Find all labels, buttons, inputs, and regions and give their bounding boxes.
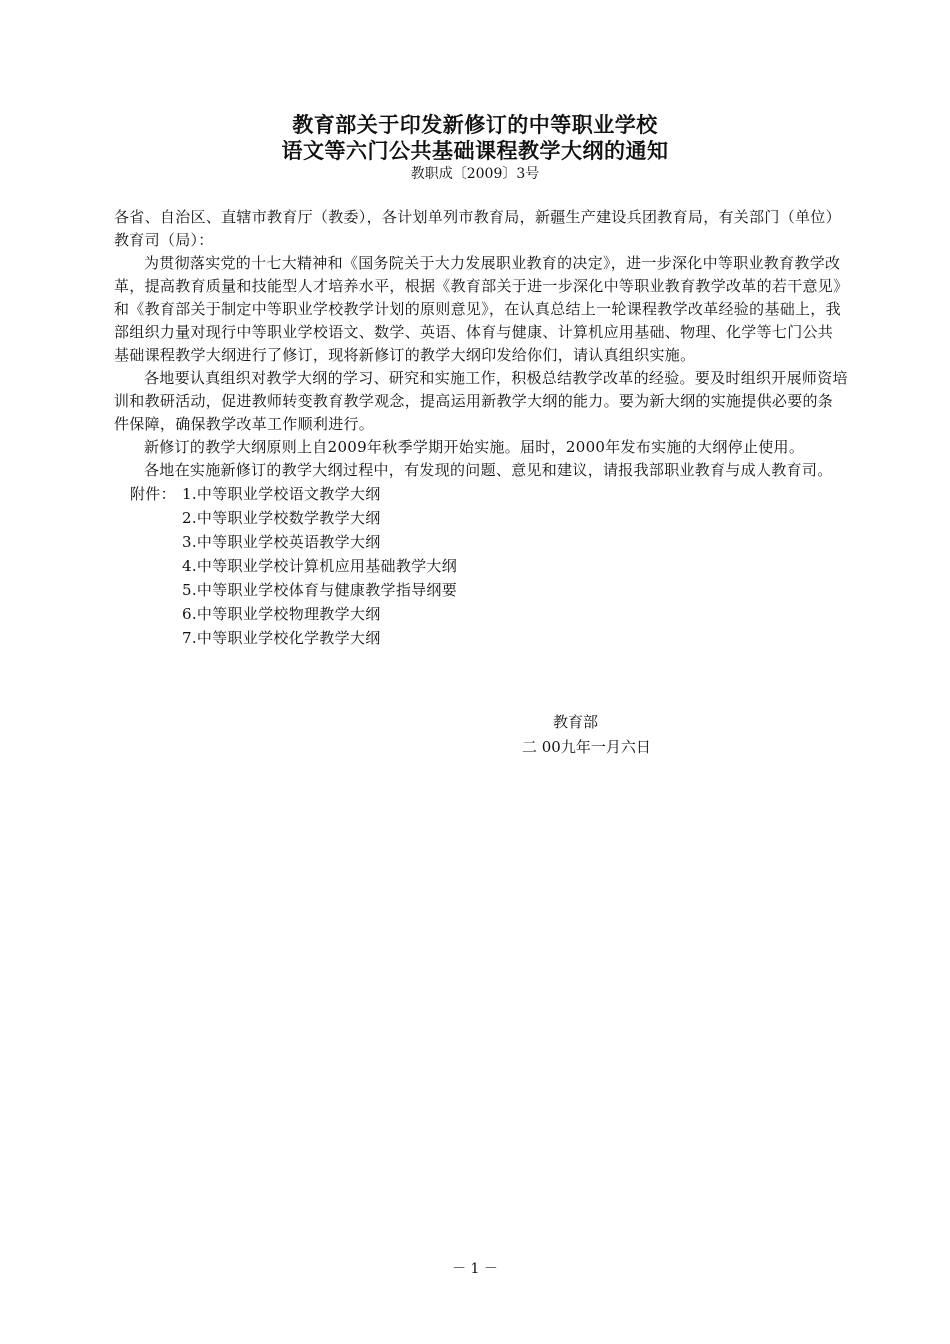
document-title-line-2: 语文等六门公共基础课程教学大纲的通知 [281, 139, 669, 163]
attachment-item-2: 2.中等职业学校数学教学大纲 [182, 509, 381, 527]
attachment-list [114, 482, 848, 650]
body-paragraph-1: 为贯彻落实党的十七大精神和《国务院关于大力发展职业教育的决定》，进一步深化中等职业教育教学改革，提高教育质量和技能型人才培养水平，根据《教育部关于进一步深化中等职业教育教学改革的若干意见》和《教育部关于制定中等职业学校教学计划的原则意见》，在认真总结上一轮课程教学改革经验的基础上，我部组织力量对现行中等职业学校语文、数学、英语、体育与健康、计算机应用基础、物理、化学等七门公共基础课程教学大纲进行了修订，现将新修订的教学大纲印发给你们，请认真组织实施。 [114, 254, 841, 364]
body-paragraph-4: 各地在实施新修订的教学大纲过程中，有发现的问题、意见和建议，请报我部职业教育与成人教育司。 [144, 461, 833, 479]
attachment-row [114, 602, 848, 626]
page-number: － 1 － [452, 1261, 498, 1277]
body-paragraph-3: 新修订的教学大纲原则上自2009年秋季学期开始实施。届时，2000年发布实施的大纲停止使用。 [144, 438, 805, 456]
title-block [0, 112, 950, 184]
attachment-row [114, 626, 848, 650]
signature-organization: 教育部 [553, 713, 599, 731]
attachment-item-5: 5.中等职业学校体育与健康教学指导纲要 [182, 581, 458, 599]
attachment-row [114, 578, 848, 602]
salutation: 各省、自治区、直辖市教育厅（教委），各计划单列市教育局，新疆生产建设兵团教育局，有关部门（单位）教育司（局）： [114, 208, 841, 249]
attachment-row [114, 530, 848, 554]
document-body [114, 206, 848, 650]
body-paragraph-2: 各地要认真组织对教学大纲的学习、研究和实施工作，积极总结教学改革的经验。要及时组织开展师资培训和教研活动，促进教师转变教育教学观念，提高运用新教学大纲的能力。要为新大纲的实施提供必要的条件保障，确保教学改革工作顺利进行。 [114, 369, 848, 433]
attachment-label: 附件： [130, 485, 176, 503]
attachment-item-1: 1.中等职业学校语文教学大纲 [182, 485, 381, 503]
attachment-item-3: 3.中等职业学校英语教学大纲 [182, 533, 381, 551]
document-number: 教职成〔2009〕3号 [410, 166, 540, 182]
attachment-item-7: 7.中等职业学校化学教学大纲 [182, 629, 381, 647]
attachment-item-4: 4.中等职业学校计算机应用基础教学大纲 [182, 557, 458, 575]
attachment-row [114, 506, 848, 530]
attachment-item-6: 6.中等职业学校物理教学大纲 [182, 605, 381, 623]
attachment-row [114, 482, 848, 506]
signature-date: 二 00九年一月六日 [522, 738, 651, 756]
attachment-row [114, 554, 848, 578]
document-title-line-1: 教育部关于印发新修订的中等职业学校 [292, 113, 658, 137]
